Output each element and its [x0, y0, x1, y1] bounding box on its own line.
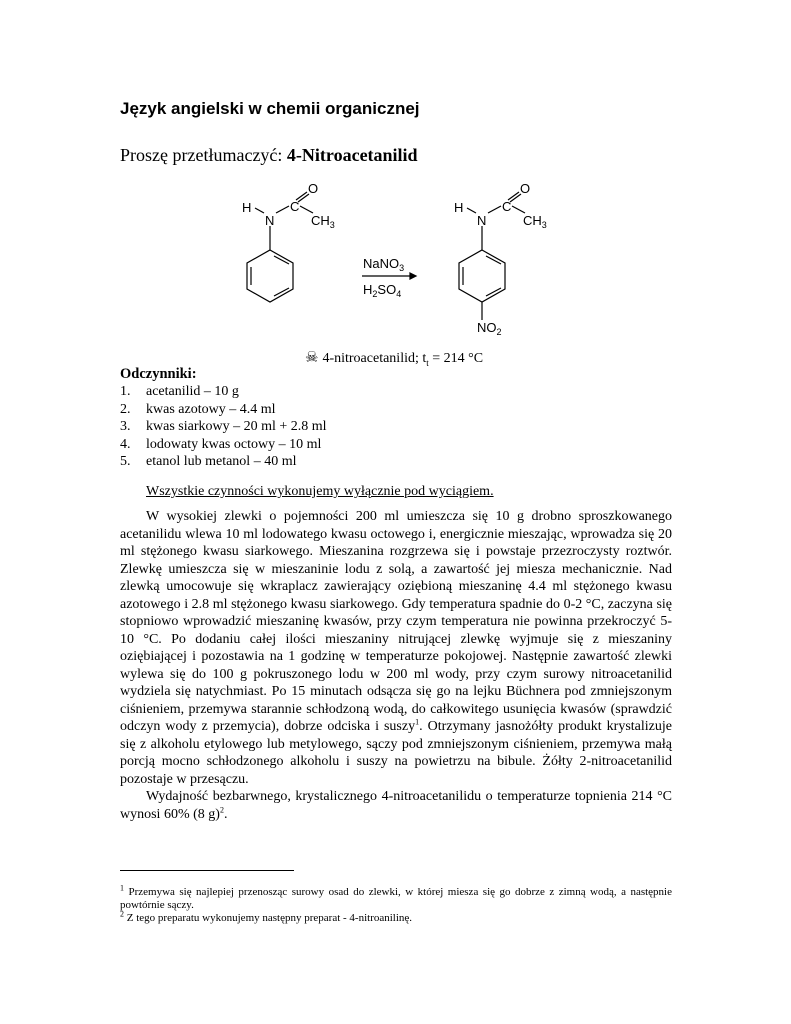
document-title: Język angielski w chemii organicznej: [120, 99, 420, 118]
prompt-prefix: Proszę przetłumaczyć:: [120, 145, 287, 165]
footnotes: [120, 883, 672, 925]
reactant-c-label: C: [290, 199, 300, 214]
reagent-h2so4: $H_2SO_4$: [363, 282, 402, 299]
product-no2-label: $NO_2$: [477, 320, 502, 337]
list-item: [120, 383, 327, 401]
reactant-h-label: H: [242, 200, 252, 215]
list-item: [120, 453, 327, 471]
list-number: 2.: [120, 401, 131, 417]
reaction-scheme: [0, 170, 791, 345]
list-number: 5.: [120, 454, 131, 469]
product-note-subscript: t: [426, 357, 429, 368]
list-text: kwas siarkowy – 20 ml + 2.8 ml: [146, 419, 327, 434]
compound-name: 4-Nitroacetanilid: [286, 145, 418, 165]
footnote-ref: 2: [219, 804, 224, 814]
reactant-n-label: N: [265, 213, 275, 228]
list-text: etanol lub metanol – 40 ml: [146, 454, 297, 469]
footnote: [120, 883, 672, 912]
product-4-nitroacetanilide: [459, 192, 525, 320]
safety-warning: Wszystkie czynności wykonujemy wyłącznie pod wyciągiem.: [146, 484, 494, 499]
reagent-nano3: NaNO$_3$: [363, 256, 405, 273]
paragraph-text: .: [223, 806, 228, 822]
list-text: lodowaty kwas octowy – 10 ml: [146, 436, 322, 452]
reactant-ch3-label: $CH_3$: [311, 213, 335, 230]
reactant-acetanilide: [247, 192, 313, 302]
product-ch3-label: $CH_3$: [523, 213, 547, 230]
product-melting-point: [305, 348, 483, 367]
procedure-text: [120, 508, 672, 823]
yield-paragraph: [120, 788, 672, 823]
list-item: [120, 401, 327, 419]
paragraph-text: W wysokiej zlewki o pojemności 200 ml umieszcza się 10 g drobno sproszkowanego acetanilidu wlewa 10 ml lodowatego kwasu octowego i, energicznie mieszając, wprowadza się 20 ml stężonego kwasu siarkowego. Mieszanina rozgrzewa się i powstaje przezroczysty roztwór. Zlewkę umieszcza się w mieszaninie lodu z solą, a zawartość jej miesza mechanicznie. Nad zlewką umocowuje się wkraplacz zawierający oziębioną mieszaninę 4.4 ml stężonego kwasu azotowego i 2.8 ml stężonego kwasu siarkowego. Gdy temperatura spadnie do 0-2 °C, zaczyna się stopniowo wprowadzić mieszaninę kwasów, przy czym temperatura nie powinna przekroczyć 5-10 °C. Po dodaniu całej ilości mieszaniny nitrującej zlewkę wyjmuje się z mieszaniny oziębiającej i pozostawia na 1 godzinę w temperaturze pokojowej. Następnie zawartość zlewki wylewa się do 100 g pokruszonego lodu w 200 ml wody, przy czym surowy nitroacetanilid wydziela się natychmiast. Po 15 minutach odsącza się go na lejku Büchnera pod zmniejszonym ciśnieniem, przemywa starannie schłodzoną wodą, do całkowitego usunięcia kwasów (sprawdzić odczyn wody z przemycia), dobrze odciska i suszy: [120, 509, 672, 734]
reaction-arrow: [362, 273, 416, 279]
list-number: 3.: [120, 419, 131, 434]
translation-prompt: [120, 145, 418, 166]
product-note-text: 4-nitroacetanilid; t: [322, 351, 427, 366]
footnote-ref: 1: [415, 717, 420, 727]
paragraph-text: . Otrzymany jasnożółty produkt krystalizuje się z alkoholu etylowego lub metylowego, sączy pod zmniejszonym ciśnieniem, przemywa małą porcją mocno schłodzonego alkoholu i suszy na powietrzu na bibule. Żółty 2-nitroacetanilid pozostaje w przesączu.: [120, 719, 672, 787]
paragraph-text: Wydajność bezbarwnego, krystalicznego 4-nitroacetanilidu o temperaturze topnienia 214 °C wynosi 60% (8 g): [120, 789, 672, 822]
list-item: [120, 436, 327, 454]
reagents-heading: Odczynniki:: [120, 366, 197, 382]
reagents-list: [120, 383, 327, 471]
skull-icon: ☠: [305, 350, 319, 366]
product-o-label: O: [520, 181, 531, 196]
procedure-paragraph: [120, 508, 672, 788]
list-text: acetanilid – 10 g: [146, 384, 239, 399]
footnote: [120, 909, 672, 925]
list-number: 1.: [120, 384, 131, 399]
footnote-mark: 1: [120, 883, 124, 893]
reactant-o-label: O: [308, 181, 319, 196]
product-n-label: N: [477, 213, 487, 228]
product-note-value: = 214 °C: [428, 351, 484, 366]
footnote-divider: [120, 870, 294, 871]
footnote-text: Z tego preparatu wykonujemy następny preparat - 4-nitroanilinę.: [124, 912, 413, 924]
product-c-label: C: [502, 199, 512, 214]
list-number: 4.: [120, 436, 131, 452]
list-item: [120, 418, 327, 436]
product-h-label: H: [454, 200, 464, 215]
footnote-mark: 2: [120, 909, 124, 919]
footnote-text: Przemywa się najlepiej przenosząc surowy osad do zlewki, w której miesza się go dobrze z zimną wodą, a następnie powtórnie sączy.: [120, 886, 672, 911]
list-text: kwas azotowy – 4.4 ml: [146, 401, 276, 417]
